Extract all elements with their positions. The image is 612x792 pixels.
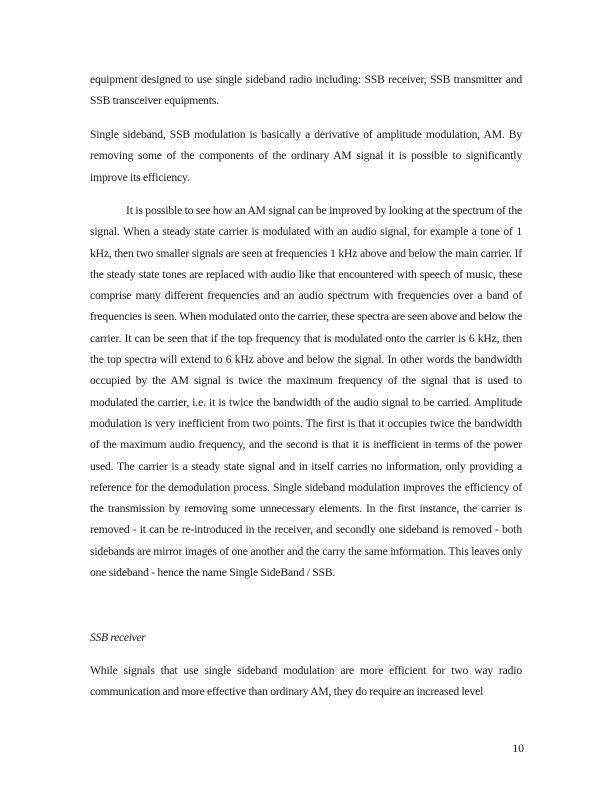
page-number: 10 (512, 742, 524, 755)
section-heading-ssb-receiver: SSB receiver (90, 631, 146, 644)
paragraph-am-spectrum: It is possible to see how an AM signal can be improved by looking at the spectrum of the signal. When a steady state carrier is modulated with an audio signal, for example a tone of 1 kHz, then two smaller signals are seen at frequencies 1 kHz above and below the main carrier. If the steady state tones are replaced with audio like that encountered with speech of music, these comprise many different frequencies and an audio spectrum with frequencies over a band of frequencies is seen. When modulated onto the carrier, these spectra are seen above and below the carrier. It can be seen that if the top frequency that is modulated onto the carrier is 6 kHz, then the top spectra will extend to 6 kHz above and below the signal. In other words the bandwidth occupied by the AM signal is twice the maximum frequency of the signal that is used to modulated the carrier, i.e. it is twice the bandwidth of the audio signal to be carried. Amplitude modulation is very inefficient from two points. The first is that it occupies twice the bandwidth of the maximum audio frequency, and the second is that it is inefficient in terms of the power used. The carrier is a steady state signal and in itself carries no information, only providing a reference for the demodulation process. Single sideband modulation improves the efficiency of the transmission by removing some unnecessary elements. In the first instance, the carrier is removed - it can be re-introduced in the receiver, and secondly one sideband is removed - both sidebands are mirror images of one another and the carry the same information. This leaves only one sideband - hence the name Single SideBand / SSB. (90, 204, 522, 580)
paragraph-ssb-definition: Single sideband, SSB modulation is basically a derivative of amplitude modulation, AM. By removing some of the components of the ordinary AM signal it is possible to significantly improve its efficiency. (90, 128, 522, 184)
paragraph-intro-continuation: equipment designed to use single sideband radio including: SSB receiver, SSB transmitter and SSB transceiver equipments. (90, 73, 522, 108)
paragraph-ssb-receiver: While signals that use single sideband modulation are more efficient for two way radio communication and more effective than ordinary AM, they do require an increased level (90, 664, 522, 699)
